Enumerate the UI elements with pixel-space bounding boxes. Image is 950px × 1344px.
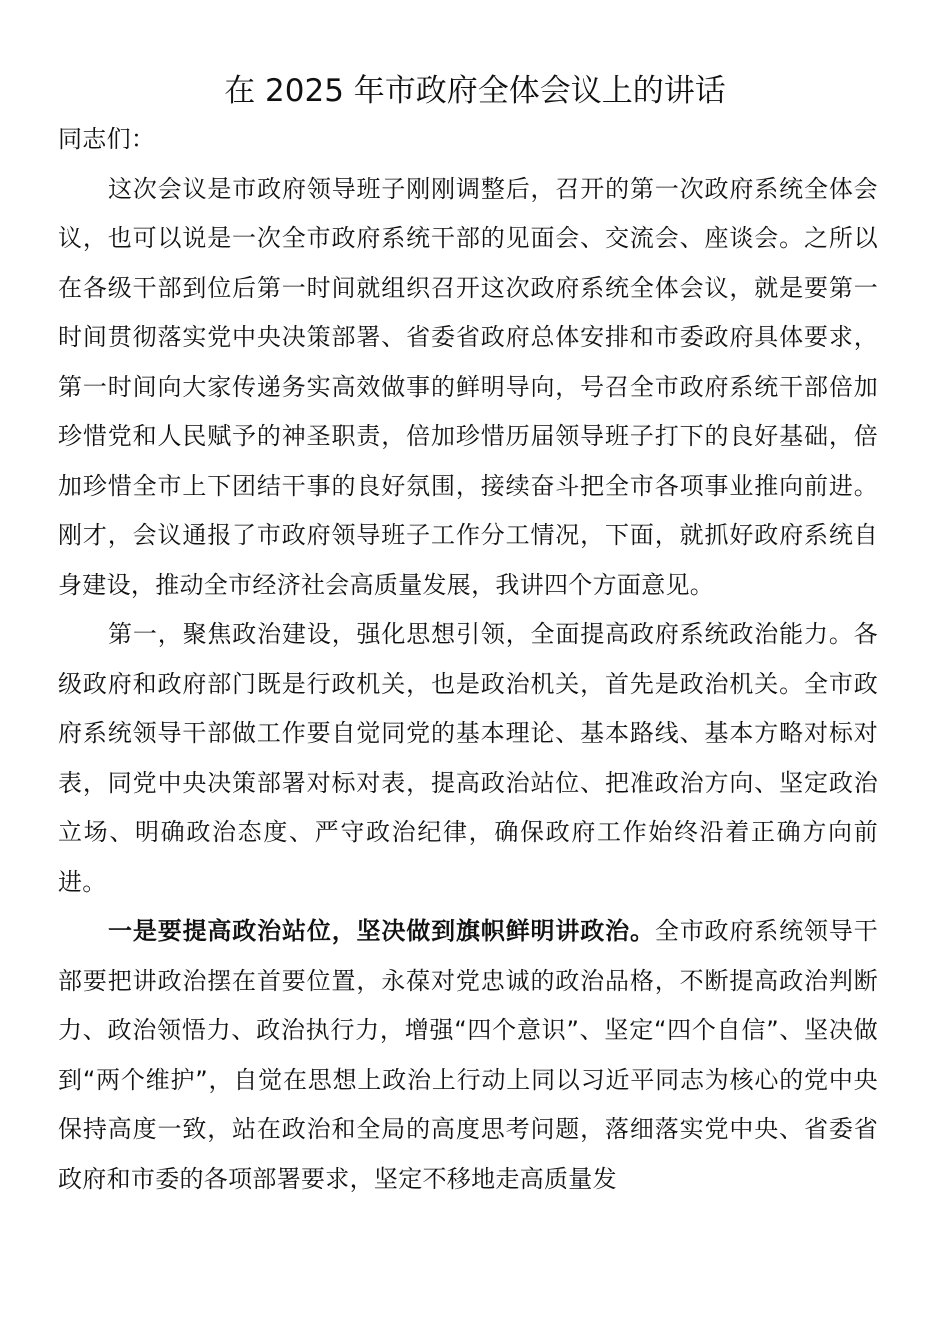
document-body [58, 115, 878, 1204]
paragraph-text: 全市政府系统领导干部要把讲政治摆在首要位置，永葆对党忠诚的政治品格，不断提高政治判断力、政治领悟力、政治执行力，增强“四个意识”、坚定“四个自信”、坚决做到“两个维护”，自觉在思想上政治上行动上同以习近平同志为核心的党中央保持高度一致，站在政治和全局的高度思考问题，落细落实党中央、省委省政府和市委的各项部署要求，坚定不移地走高质量发 [58, 917, 878, 1193]
paragraph-point-one [58, 907, 878, 1204]
section-heading: 第一，聚焦政治建设，强化思想引领，全面提高政府系统政治能力。 [108, 620, 854, 648]
paragraph-text: 这次会议是市政府领导班子刚刚调整后，召开的第一次政府系统全体会议，也可以说是一次全市政府系统干部的见面会、交流会、座谈会。之所以在各级干部到位后第一时间就组织召开这次政府系统全体会议，就是要第一时间贯彻落实党中央决策部署、省委省政府总体安排和市委政府具体要求，第一时间向大家传递务实高效做事的鲜明导向，号召全市政府系统干部倍加珍惜党和人民赋予的神圣职责，倍加珍惜历届领导班子打下的良好基础，倍加珍惜全市上下团结干事的良好氛围，接续奋斗把全市各项事业推向前进。刚才，会议通报了市政府领导班子工作分工情况，下面，就抓好政府系统自身建设，推动全市经济社会高质量发展，我讲四个方面意见。 [58, 174, 878, 599]
paragraph-intro [58, 165, 878, 611]
salutation: 同志们： [58, 125, 156, 153]
document-title: 在 2025 年市政府全体会议上的讲话 [224, 73, 726, 109]
paragraph-text: 各级政府和政府部门既是行政机关，也是政治机关，首先是政治机关。全市政府系统领导干部做工作要自觉同党的基本理论、基本路线、基本方略对标对表，同党中央决策部署对标对表，提高政治站位、把准政治方向、坚定政治立场、明确政治态度、严守政治纪律，确保政府工作始终沿着正确方向前进。 [58, 620, 878, 896]
point-heading: 一是要提高政治站位，坚决做到旗帜鲜明讲政治。 [108, 917, 655, 945]
paragraph-section-one [58, 610, 878, 907]
